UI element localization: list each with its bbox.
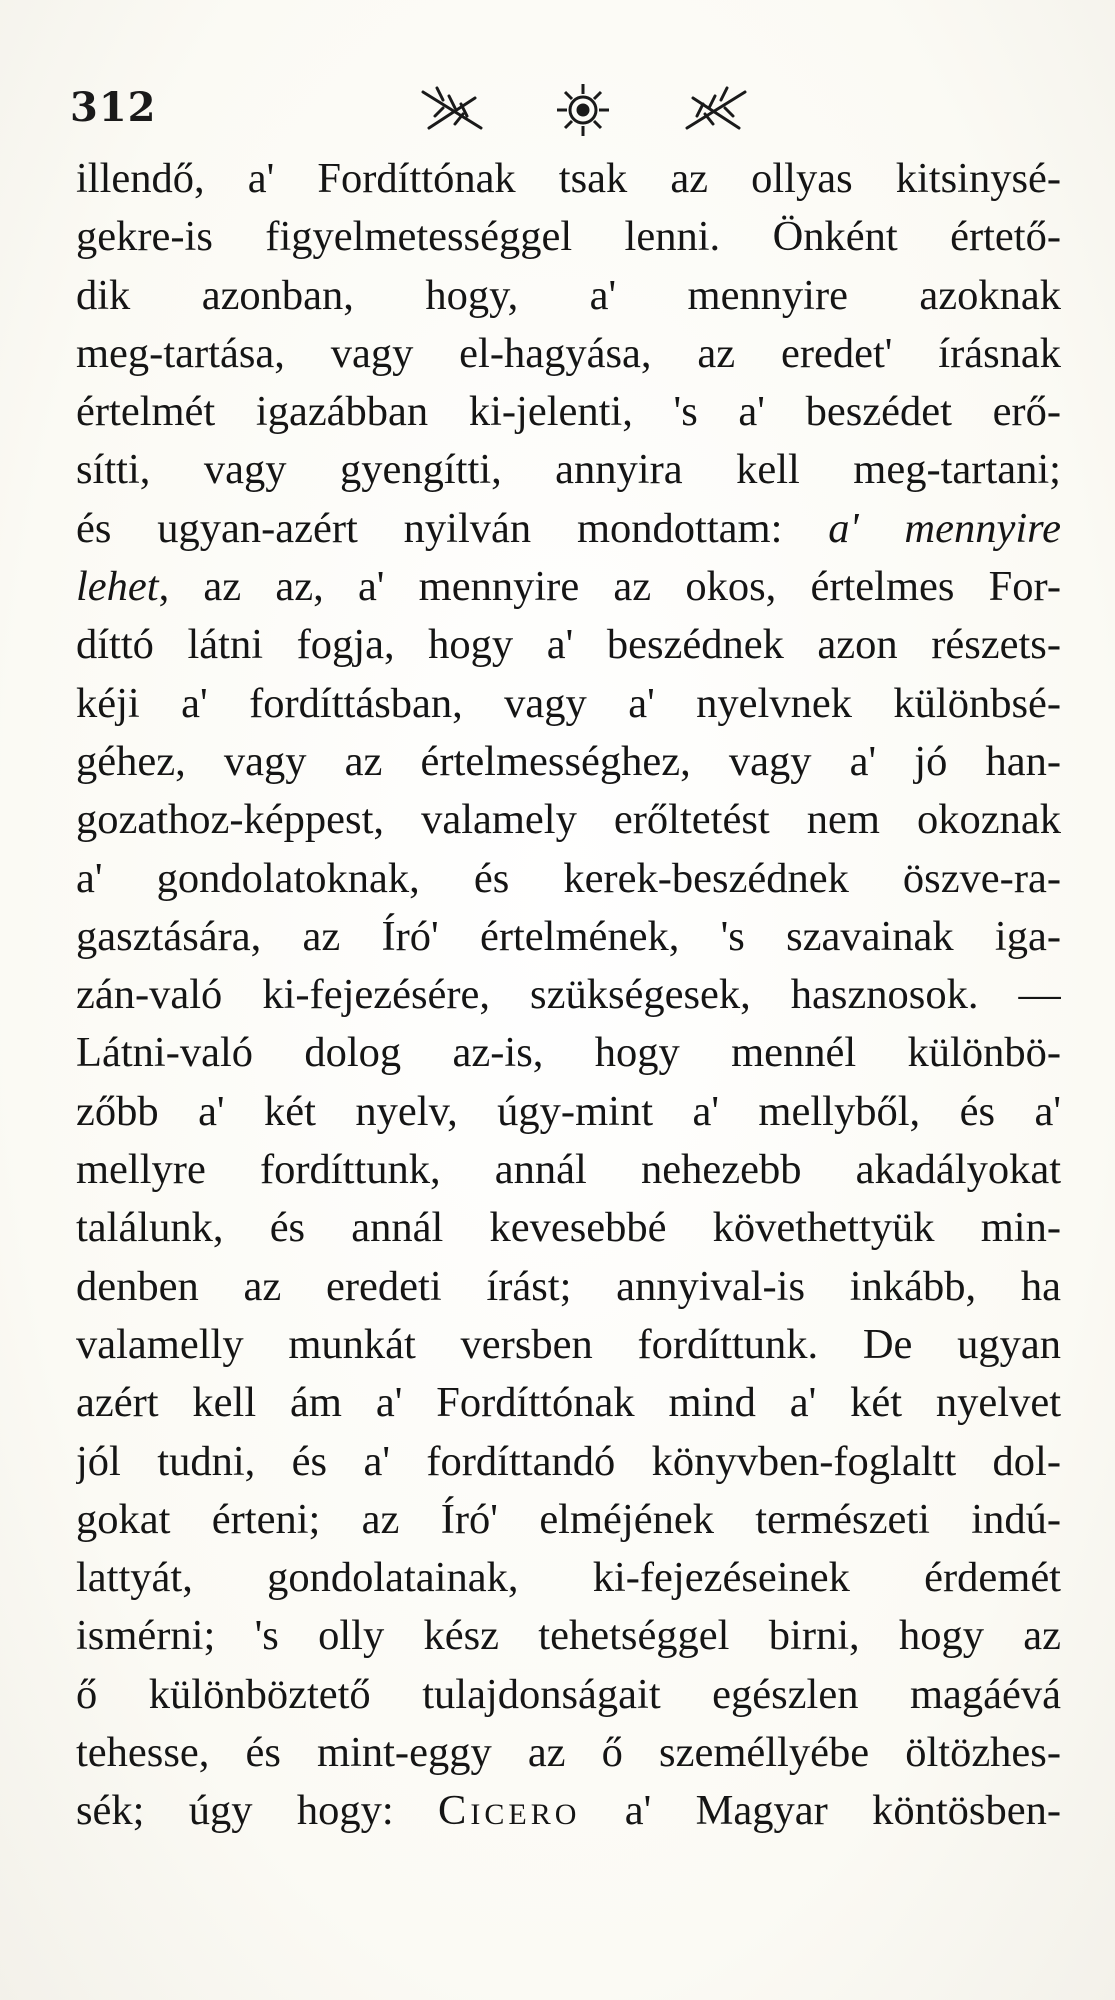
text-line <box>76 966 1061 1024</box>
page-body-text <box>76 150 1061 1841</box>
text-line <box>76 908 1061 966</box>
text-line <box>76 1491 1061 1549</box>
text-line <box>76 500 1061 558</box>
italic-run: a' mennyire <box>828 504 1061 552</box>
text-line <box>76 1666 1061 1724</box>
text-run: zőbb a' két nyelv, úgy-mint a' mellyből, és a' <box>76 1087 1061 1135</box>
text-line <box>76 150 1061 208</box>
text-run: Látni-való dolog az-is, hogy mennél különbö- <box>76 1029 1061 1077</box>
text-run: sítti, vagy gyengítti, annyira kell meg-tartani; <box>76 446 1061 494</box>
text-run: értelmét igazábban ki-jelenti, 's a' beszédet erő- <box>76 388 1061 436</box>
floral-vignette-icon <box>415 78 755 138</box>
text-run: gekre-is figyelmetességgel lenni. Önként értető- <box>76 213 1061 261</box>
page-number: 312 <box>70 84 157 131</box>
text-line <box>76 791 1061 849</box>
text-run: dik azonban, hogy, a' mennyire azoknak <box>76 271 1061 319</box>
text-run: díttó látni fogja, hogy a' beszédnek azon részets- <box>76 621 1061 669</box>
text-line <box>76 441 1061 499</box>
text-line <box>76 558 1061 616</box>
text-line <box>76 383 1061 441</box>
text-line <box>76 1782 1061 1840</box>
text-line <box>76 675 1061 733</box>
text-line <box>76 616 1061 674</box>
text-line <box>76 1141 1061 1199</box>
text-line <box>76 325 1061 383</box>
text-run: kéji a' fordíttásban, vagy a' nyelvnek különbsé- <box>76 679 1061 727</box>
text-line <box>76 1024 1061 1082</box>
italic-run: lehet <box>76 563 159 611</box>
text-run: lattyát, gondolatainak, ki-fejezéseinek érdemét <box>76 1554 1061 1602</box>
text-run: gokat érteni; az Író' elméjének természeti indú- <box>76 1495 1061 1543</box>
text-line <box>76 1549 1061 1607</box>
text-run: tehesse, és mint-eggy az ő személlyébe öltözhes- <box>76 1729 1061 1777</box>
page-header <box>70 78 1050 138</box>
text-run: meg-tartása, vagy el-hagyása, az eredet' írásnak <box>76 329 1061 377</box>
text-line <box>76 1316 1061 1374</box>
text-line <box>76 1724 1061 1782</box>
text-run: valamelly munkát versben fordíttunk. De ugyan <box>76 1320 1061 1368</box>
text-line <box>76 1258 1061 1316</box>
text-run: gasztására, az Író' értelmének, 's szavainak iga- <box>76 912 1061 960</box>
text-run: azért kell ám a' Fordíttónak mind a' két nyelvet <box>76 1379 1061 1427</box>
text-run: zán-való ki-fejezésére, szükségesek, hasznosok. — <box>76 971 1061 1019</box>
text-line <box>76 1433 1061 1491</box>
text-run: , az az, a' mennyire az okos, értelmes For- <box>158 563 1061 611</box>
text-run: találunk, és annál kevesebbé követhettyük min- <box>76 1204 1061 1252</box>
text-run: a' gondolatoknak, és kerek-beszédnek öszve-ra- <box>76 854 1061 902</box>
text-line <box>76 208 1061 266</box>
text-run: mellyre fordíttunk, annál nehezebb akadályokat <box>76 1146 1061 1194</box>
text-line <box>76 1374 1061 1432</box>
text-line <box>76 850 1061 908</box>
text-run: ismérni; 's olly kész tehetséggel birni, hogy az <box>76 1612 1061 1660</box>
text-line <box>76 267 1061 325</box>
text-run: ő különböztető tulajdonságait egészlen magáévá <box>76 1670 1061 1718</box>
text-run: illendő, a' Fordíttónak tsak az ollyas kitsinysé- <box>76 155 1061 202</box>
text-run: jól tudni, és a' fordíttandó könyvben-foglaltt dol- <box>76 1437 1061 1485</box>
text-run: géhez, vagy az értelmességhez, vagy a' jó han- <box>76 737 1061 785</box>
text-run: sék; úgy hogy: <box>76 1787 439 1835</box>
text-line <box>76 1083 1061 1141</box>
text-run: denben az eredeti írást; annyival-is inkább, ha <box>76 1262 1061 1310</box>
text-run: a' Magyar köntösben- <box>580 1787 1061 1835</box>
text-line <box>76 1199 1061 1257</box>
smallcaps-name: Cicero <box>438 1787 581 1835</box>
text-run: gozathoz-képpest, valamely erőltetést nem okoznak <box>76 796 1061 844</box>
text-line <box>76 733 1061 791</box>
text-run: és ugyan-azért nyilván mondottam: <box>76 504 829 552</box>
text-line <box>76 1607 1061 1665</box>
